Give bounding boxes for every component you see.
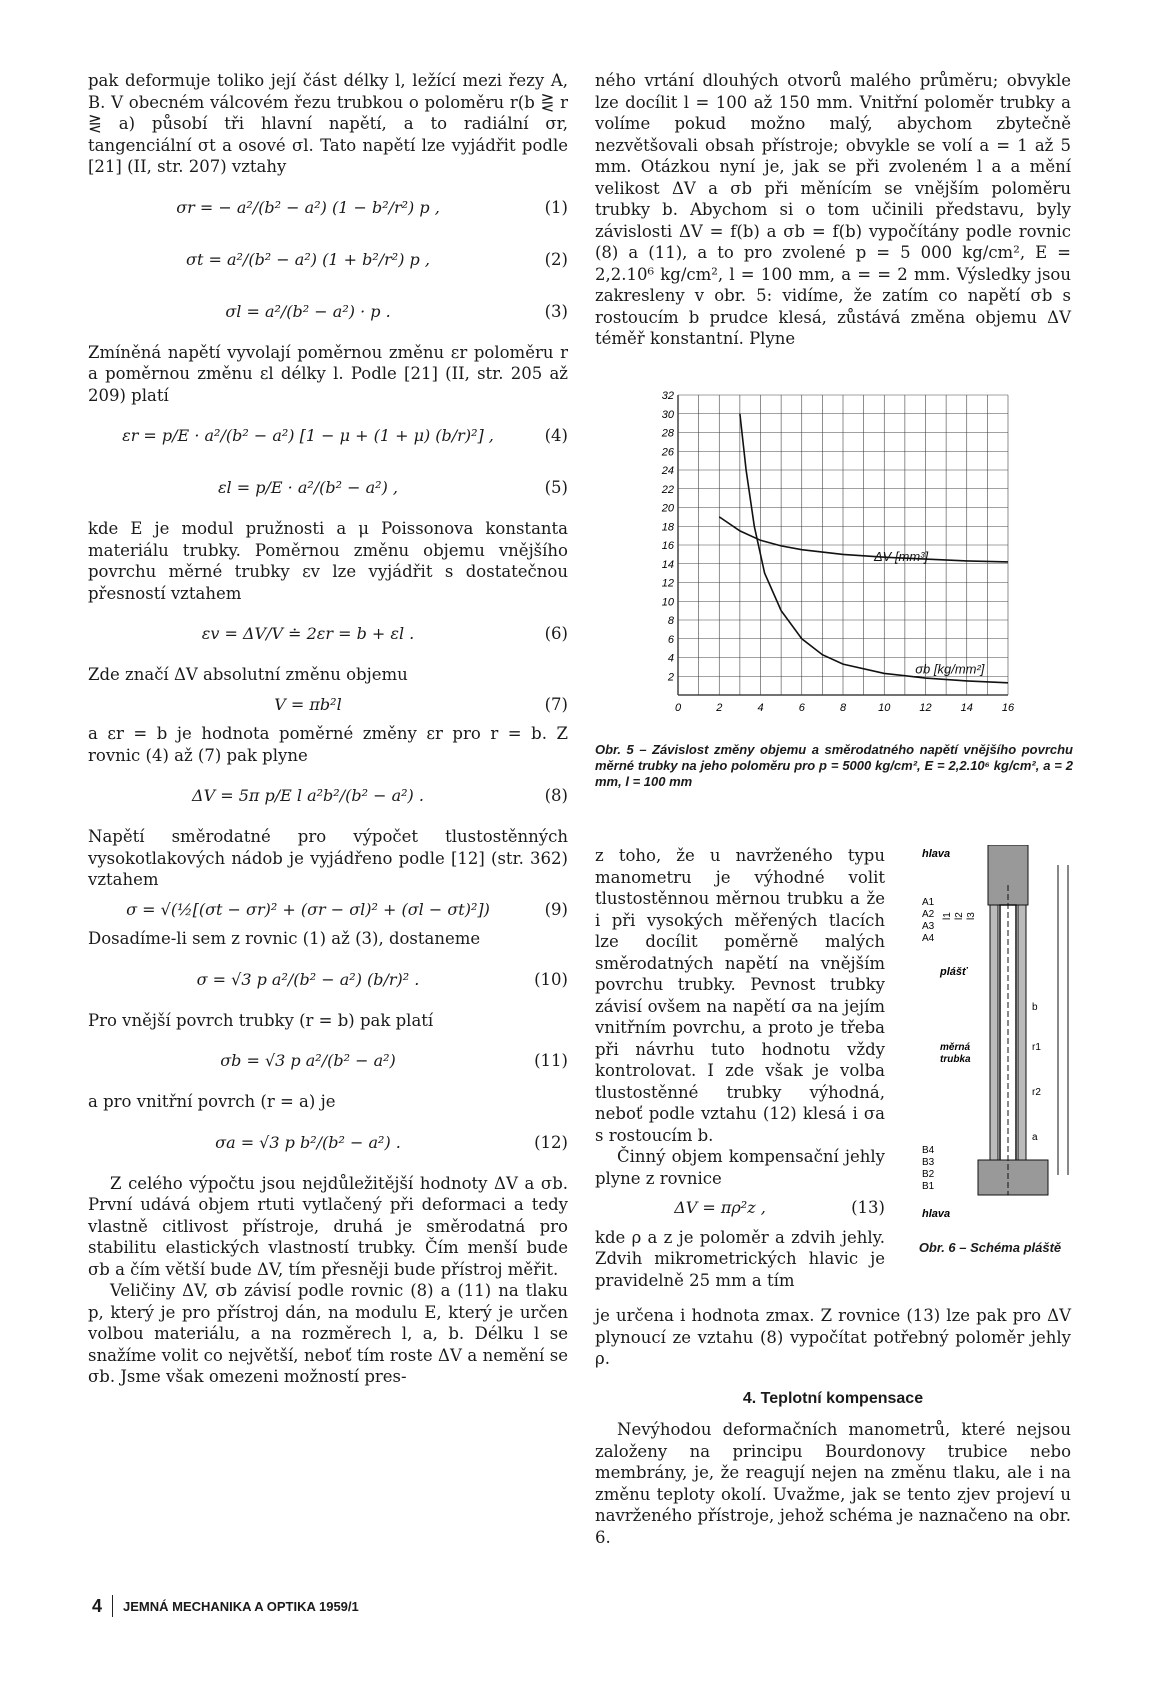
y-tick-label: 22 xyxy=(661,483,674,496)
y-tick-label: 16 xyxy=(661,540,674,552)
equation-11: σb = √3 p a²/(b² − a²) (11) xyxy=(220,1051,568,1071)
x-tick-label: 4 xyxy=(757,702,764,714)
paragraph: Nevýhodou deformačních manometrů, které nejsou založeny na principu Bourdonovy trubice nebo membrány, je, že reagují nejen na změnu tlaku, ale i na změnu teploty okolí. Uvažme, jak se tento zjev projeví u navrženého přístroje, jehož schéma je naznačeno na obr. 6. xyxy=(595,1420,1071,1547)
label-plast: plášť xyxy=(940,966,968,978)
label-a4: A4 xyxy=(922,933,935,944)
equation-5: εl = p/E · a²/(b² − a²) , (5) xyxy=(217,478,568,498)
paragraph: kde E je modul pružnosti a μ Poissonova konstanta materiálu trubky. Poměrnou změnu objemu vnějšího povrchu měrné trubky εv lze vyjádřit s dostatečnou přesností vztahem xyxy=(88,519,568,603)
label-a: a xyxy=(1032,1132,1038,1143)
jacket-wall-left xyxy=(990,905,998,1175)
x-tick-label: 10 xyxy=(878,702,891,714)
equation-7: V = πb²l (7) xyxy=(274,694,568,714)
left-column xyxy=(88,70,568,1388)
equation-9: σ = √(½[(σt − σr)² + (σr − σl)² + (σl − σt)²]) (9) xyxy=(126,899,568,919)
y-tick-label: 32 xyxy=(661,390,674,402)
x-tick-label: 12 xyxy=(919,702,932,714)
equation-8: ΔV = 5π p/E l a²b²/(b² − a²) . (8) xyxy=(192,786,568,806)
x-tick-label: 8 xyxy=(839,702,847,714)
y-tick-label: 2 xyxy=(667,671,674,684)
y-tick-labels xyxy=(661,390,675,683)
label-hlava-bottom: hlava xyxy=(922,1208,951,1220)
right-column-bottom xyxy=(595,1305,1071,1548)
label-l1: l1 xyxy=(942,912,953,920)
label-r1: r1 xyxy=(1032,1042,1041,1053)
label-b1: B1 xyxy=(922,1181,935,1192)
x-tick-label: 0 xyxy=(674,702,682,714)
label-l2: l2 xyxy=(954,912,965,920)
paragraph: pak deformuje toliko její část délky l, ležící mezi řezy A, B. V obecném válcovém řezu trubkou o poloměru r(b ⋛ r ⋛ a) působí tři hlavní napětí, a to radiální σr, tangenciální σt a osové σl. Tato napětí lze vyjádřit podle [21] (II, str. 207) vztahy xyxy=(88,71,568,176)
series-label-delta-v: ΔV [mm³] xyxy=(873,548,929,564)
equation-6: εv = ΔV/V ≐ 2εr = b + εl . (6) xyxy=(201,624,568,644)
paragraph: Zmíněná napětí vyvolají poměrnou změnu εr poloměru r a poměrnou změnu εl délky l. Podle [21] (II, str. 205 až 209) platí xyxy=(88,342,568,405)
figure-6-caption: Obr. 6 – Schéma pláště xyxy=(918,1240,1062,1255)
y-tick-label: 6 xyxy=(667,633,674,646)
label-a1: A1 xyxy=(922,897,935,908)
equation-2: σt = a²/(b² − a²) (1 + b²/r²) p , (2) xyxy=(186,249,568,269)
paragraph: z toho, že u navrženého typu manometru je výhodné volit tlustostěnnou měrnou trubku a že i při vysokých měřených tlacích lze docílit poměrně malých směrodatných napětí na vnějším povrchu trubky. Pevnost trubky závisí ovšem na napětí σa na jejím vnitřním povrchu, a proto je třeba při návrhu tuto hodnotu vždy kontrolovat. I zde však je volba tlustostěnné trubky výhodná, neboť podle vztahu (12) klesá i σa s rostoucím b. xyxy=(595,846,885,1145)
paragraph: je určena i hodnota zmax. Z rovnice (13) lze pak pro ΔV plynoucí ze vztahu (8) vypočítat potřebný poloměr jehly ρ. xyxy=(595,1306,1071,1368)
figure-5-caption: Obr. 5 – Závislost změny objemu a směrodatného napětí vnějšího povrchu měrné trubky na jeho poloměru pro p = 5000 kg/cm², E = 2,2.10⁶ kg/cm², a = 2 mm, l = 100 mm xyxy=(595,742,1073,789)
equation-13: ΔV = πρ²z , (13) xyxy=(674,1198,885,1217)
equation-1: σr = − a²/(b² − a²) (1 − b²/r²) p , (1) xyxy=(176,197,568,217)
right-column-top xyxy=(595,70,1071,350)
page-number: 4 xyxy=(92,1595,103,1616)
y-tick-label: 12 xyxy=(661,577,674,590)
label-merna: měrná xyxy=(940,1042,971,1053)
x-tick-label: 14 xyxy=(960,702,973,714)
y-tick-label: 30 xyxy=(661,408,674,421)
paragraph: Z celého výpočtu jsou nejdůležitější hodnoty ΔV a σb. První udává objem rtuti vytlačený při deformaci a tedy vlastně citlivost přístroje, druhá je směrodatná pro stabilitu elastických vlastností trubky. Čím menší bude σb a čím větší bude ΔV, tím přesněji bude přístroj měřit. xyxy=(88,1173,568,1279)
equation-12: σa = √3 p b²/(b² − a²) . (12) xyxy=(215,1132,568,1152)
label-b2: B2 xyxy=(922,1169,935,1180)
x-tick-label: 16 xyxy=(1001,702,1015,714)
paragraph: Veličiny ΔV, σb závisí podle rovnic (8) a (11) na tlaku p, který je pro přístroj dán, na modulu E, který je určen volbou materiálu, a na rozměrech l, a, b. Délku l se snažíme volit co největší, neboť tím roste ΔV a nemění se σb. Jsme však omezeni možností pres- xyxy=(88,1281,568,1386)
y-tick-label: 26 xyxy=(661,446,674,459)
figure-6-schema xyxy=(918,845,1078,1230)
paragraph: ného vrtání dlouhých otvorů malého průměru; obvykle lze docílit l = 100 až 150 mm. Vnitřní poloměr trubky a volíme pokud možno malý, abychom zbytečně nezvětšovali obsah přístroje; obvykle se volí a = 1 až 5 mm. Otázkou nyní je, jak se při zvoleném l a a mění velikost ΔV a σb při měnícím se vnějším poloměru trubky b. Abychom si o tom učinili představu, byly závislosti ΔV = f(b) a σb = f(b) vypočítány podle rovnic (8) a (11), a to pro zvolené p = 5 000 kg/cm², E = 2,2.10⁶ kg/cm², l = 100 mm, a = = 2 mm. Výsledky jsou zakresleny v obr. 5: vidíme, že zatím co napětí σb s rostoucím b prudce klesá, zůstává změna objemu ΔV téměř konstantní. Plyne xyxy=(595,71,1071,348)
page-footer xyxy=(92,1595,359,1617)
section-heading: 4. Teplotní kompensace xyxy=(742,1389,924,1407)
label-l3: l3 xyxy=(966,912,977,920)
label-hlava-top: hlava xyxy=(922,848,951,860)
y-tick-label: 8 xyxy=(667,615,674,627)
footer-divider xyxy=(112,1595,113,1617)
equation-10: σ = √3 p a²/(b² − a²) (b/r)² . (10) xyxy=(196,969,568,989)
paragraph: a εr = b je hodnota poměrné změny εr pro r = b. Z rovnic (4) až (7) pak plyne xyxy=(88,724,568,765)
series-label-sigma-b: σb [kg/mm²] xyxy=(915,661,985,677)
y-tick-label: 24 xyxy=(661,465,674,477)
y-tick-label: 18 xyxy=(661,521,674,534)
y-tick-label: 20 xyxy=(661,502,674,515)
paragraph: kde ρ a z je poloměr a zdvih jehly. Zdvih mikrometrických hlavic je pravidelně 25 mm a tím xyxy=(595,1227,885,1290)
x-tick-label: 2 xyxy=(716,702,723,714)
y-tick-label: 4 xyxy=(667,652,674,665)
label-a3: A3 xyxy=(922,921,935,932)
jacket-wall-right xyxy=(1018,905,1026,1175)
label-a2: A2 xyxy=(922,909,935,920)
paragraph: Napětí směrodatné pro výpočet tlustostěnných vysokotlakových nádob je vyjádřeno podle [12] (str. 362) vztahem xyxy=(88,827,568,889)
x-tick-labels xyxy=(675,702,1015,714)
label-b3: B3 xyxy=(922,1157,935,1168)
paragraph: Pro vnější povrch trubky (r = b) pak platí xyxy=(88,1010,434,1030)
equation-3: σl = a²/(b² − a²) · p . (3) xyxy=(225,301,568,321)
paragraph: Činný objem kompensační jehly plyne z rovnice xyxy=(595,1147,885,1188)
label-b4: B4 xyxy=(922,1145,935,1156)
equation-4: εr = p/E · a²/(b² − a²) [1 − μ + (1 + μ) (b/r)²] , (4) xyxy=(122,426,568,446)
bottom-head-block xyxy=(978,1160,1048,1195)
figure-5-chart xyxy=(648,385,1023,730)
label-b: b xyxy=(1032,1002,1038,1013)
label-trubka: trubka xyxy=(940,1054,971,1065)
x-tick-label: 6 xyxy=(798,702,805,714)
label-r2: r2 xyxy=(1032,1087,1041,1098)
journal-name: JEMNÁ MECHANIKA A OPTIKA 1959/1 xyxy=(123,1598,359,1614)
paragraph: Zde značí ΔV absolutní změnu objemu xyxy=(88,665,408,684)
y-tick-label: 10 xyxy=(661,596,674,609)
y-tick-label: 28 xyxy=(661,427,674,440)
right-column-wrapped-text xyxy=(595,845,885,1291)
paragraph: a pro vnitřní povrch (r = a) je xyxy=(88,1092,336,1111)
paragraph: Dosadíme-li sem z rovnic (1) až (3), dostaneme xyxy=(88,929,481,948)
y-tick-label: 14 xyxy=(661,558,674,571)
chart-grid xyxy=(678,395,1008,695)
